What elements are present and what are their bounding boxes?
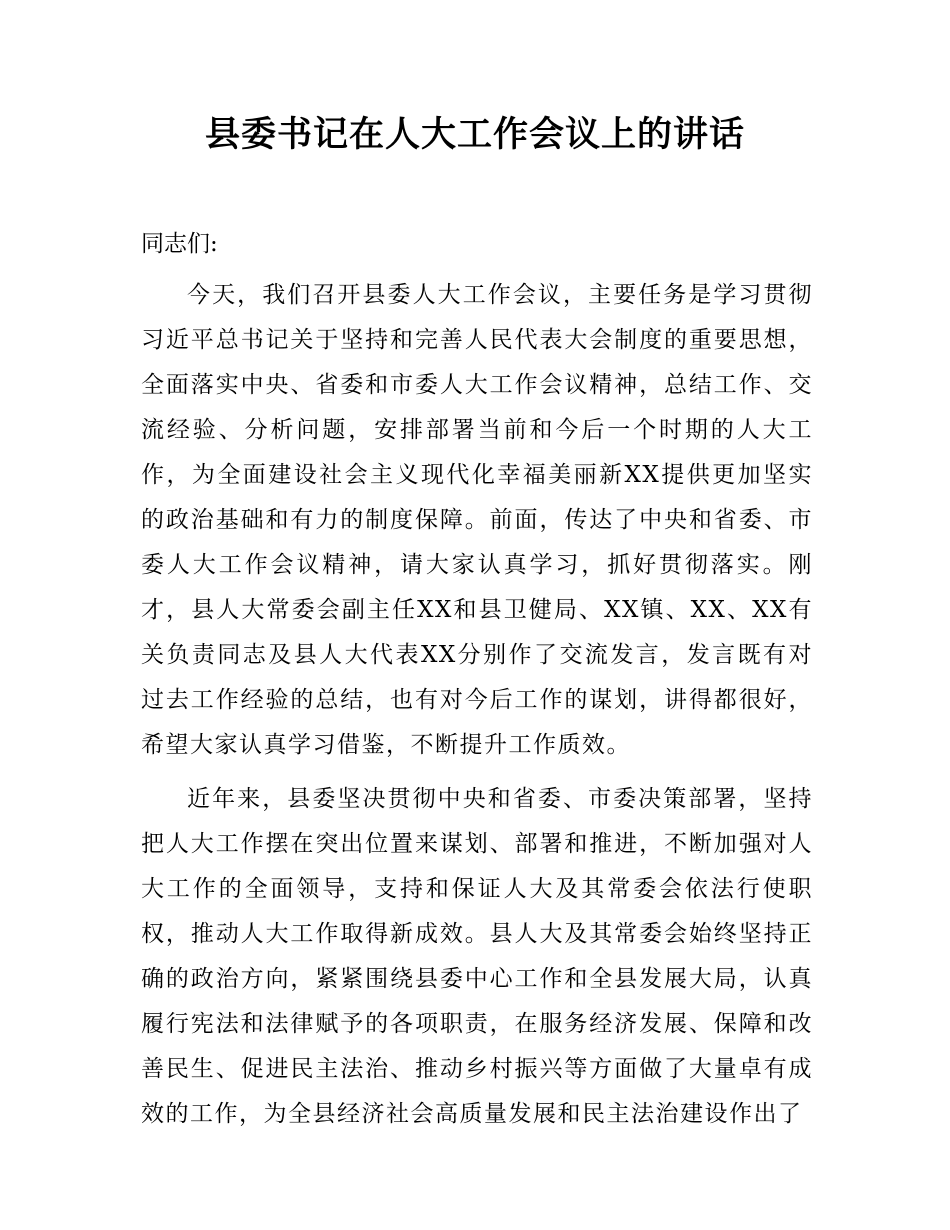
paragraph-1: 今天，我们召开县委人大工作会议，主要任务是学习贯彻习近平总书记关于坚持和完善人民代表大会制度的重要思想，全面落实中央、省委和市委人大工作会议精神，总结工作、交流经验、分析问题，安排部署当前和今后一个时期的人大工作，为全面建设社会主义现代化幸福美丽新XX提供更加坚实的政治基础和有力的制度保障。前面，传达了中央和省委、市委人大工作会议精神，请大家认真学习，抓好贯彻落实。刚才，县人大常委会副主任XX和县卫健局、XX镇、XX、XX有关负责同志及县人大代表XX分别作了交流发言，发言既有对过去工作经验的总结，也有对今后工作的谋划，讲得都很好，希望大家认真学习借鉴，不断提升工作质效。 <box>141 282 813 758</box>
document-body <box>141 222 813 1146</box>
paragraph-2: 近年来，县委坚决贯彻中央和省委、市委决策部署，坚持把人大工作摆在突出位置来谋划、部署和推进，不断加强对人大工作的全面领导，支持和保证人大及其常委会依法行使职权，推动人大工作取得新成效。县人大及其常委会始终坚持正确的政治方向，紧紧围绕县委中心工作和全县发展大局，认真履行宪法和法律赋予的各项职责，在服务经济发展、保障和改善民生、促进民主法治、推动乡村振兴等方面做了大量卓有成效的工作，为全县经济社会高质量发展和民主法治建设作出了 <box>141 786 813 1127</box>
salutation: 同志们: <box>141 231 218 257</box>
document-title: 县委书记在人大工作会议上的讲话 <box>204 114 745 155</box>
